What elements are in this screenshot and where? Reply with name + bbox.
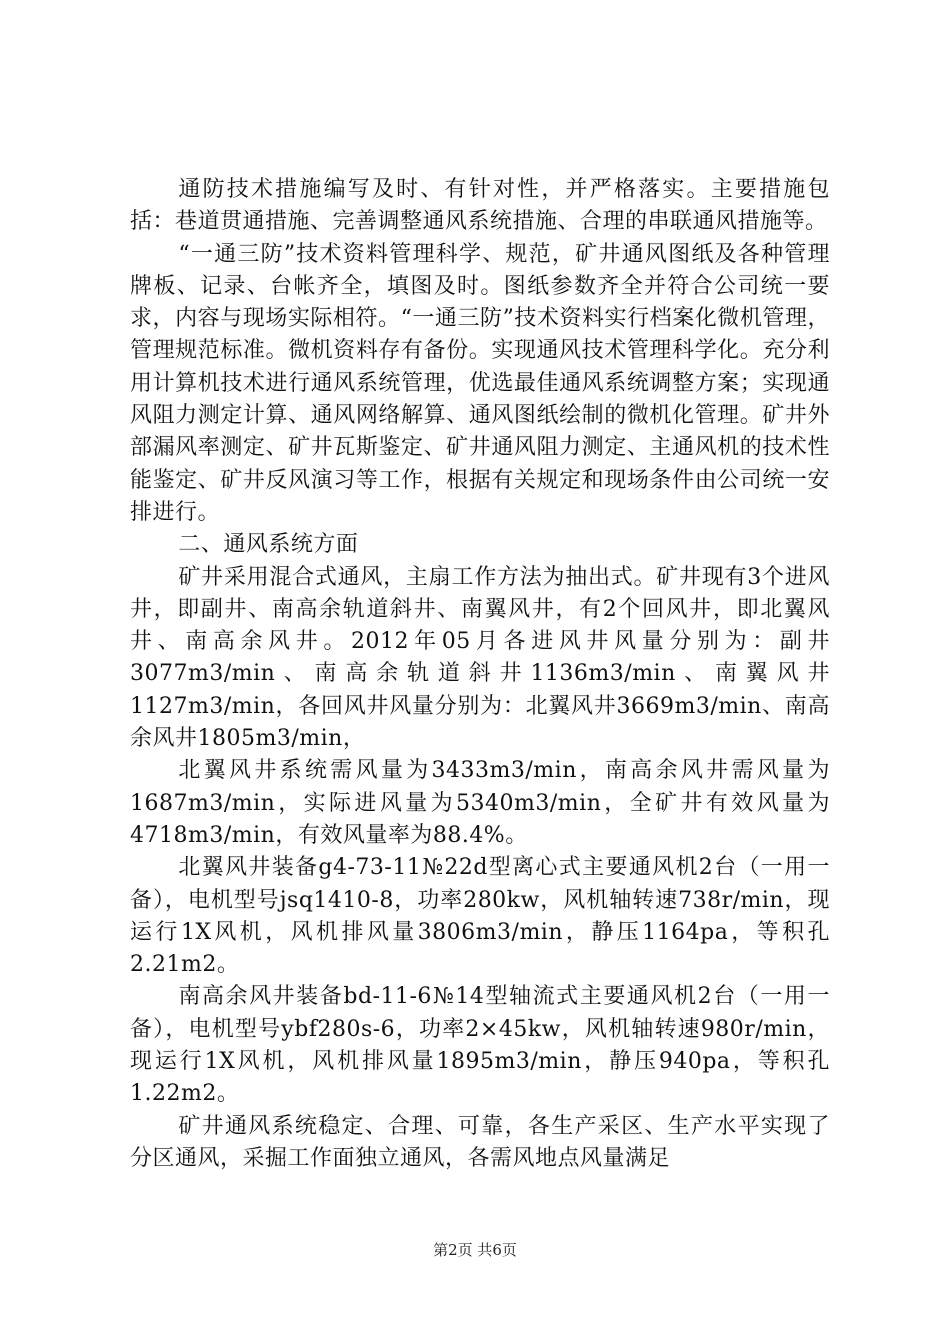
paragraph-technical-records: “一通三防”技术资料管理科学、规范，矿井通风图纸及各种管理牌板、记录、台帐齐全，填图及时。图纸参数齐全并符合公司统一要求，内容与现场实际相符。“一通三防”技术资料实行档案化微机管理，管理规范标准。微机资料存有备份。实现通风技术管理科学化。充分利用计算机技术进行通风系统管理，优选最佳通风系统调整方案；实现通风阻力测定计算、通风网络解算、通风图纸绘制的微机化管理。矿井外部漏风率测定、矿井瓦斯鉴定、矿井通风阻力测定、主通风机的技术性能鉴定、矿井反风演习等工作，根据有关规定和现场条件由公司统一安排进行。	[130, 241, 830, 525]
page-number-footer: 第2页 共6页	[433, 1241, 517, 1259]
document-body	[130, 174, 830, 1175]
paragraph-ventilation-measures: 通防技术措施编写及时、有针对性，并严格落实。主要措施包括：巷道贯通措施、完善调整通风系统措施、合理的串联通风措施等。	[130, 177, 830, 235]
paragraph-north-wing-fan: 北翼风井装备g4-73-11№22d型离心式主要通风机2台（一用一备），电机型号jsq1410-8，功率280kw，风机轴转速738r/min，现运行1X风机，风机排风量3806m3/min，静压1164pa，等积孔2.21m2。	[130, 855, 830, 978]
paragraph-system-stability: 矿井通风系统稳定、合理、可靠，各生产采区、生产水平实现了分区通风，采掘工作面独立通风，各需风地点风量满足	[130, 1113, 830, 1171]
paragraph-mine-ventilation-mode: 矿井采用混合式通风，主扇工作方法为抽出式。矿井现有3个进风井，即副井、南高余轨道斜井、南翼风井，有2个回风井，即北翼风井、南高余风井。2012年05月各进风井风量分别为：副井3077m3/min、南高余轨道斜井1136m3/min、南翼风井1127m3/min，各回风井风量分别为：北翼风井3669m3/min、南高余风井1805m3/min，	[130, 564, 830, 752]
paragraph-nangaoyu-fan: 南高余风井装备bd-11-6№14型轴流式主要通风机2台（一用一备），电机型号ybf280s-6，功率2×45kw，风机轴转速980r/min，现运行1X风机，风机排风量1895m3/min，静压940pa，等积孔1.22m2。	[130, 984, 830, 1107]
paragraph-air-requirement: 北翼风井系统需风量为3433m3/min，南高余风井需风量为1687m3/min，实际进风量为5340m3/min，全矿井有效风量为4718m3/min，有效风量率为88.4%。	[130, 758, 830, 848]
section-heading-ventilation-system: 二、通风系统方面	[178, 532, 359, 558]
